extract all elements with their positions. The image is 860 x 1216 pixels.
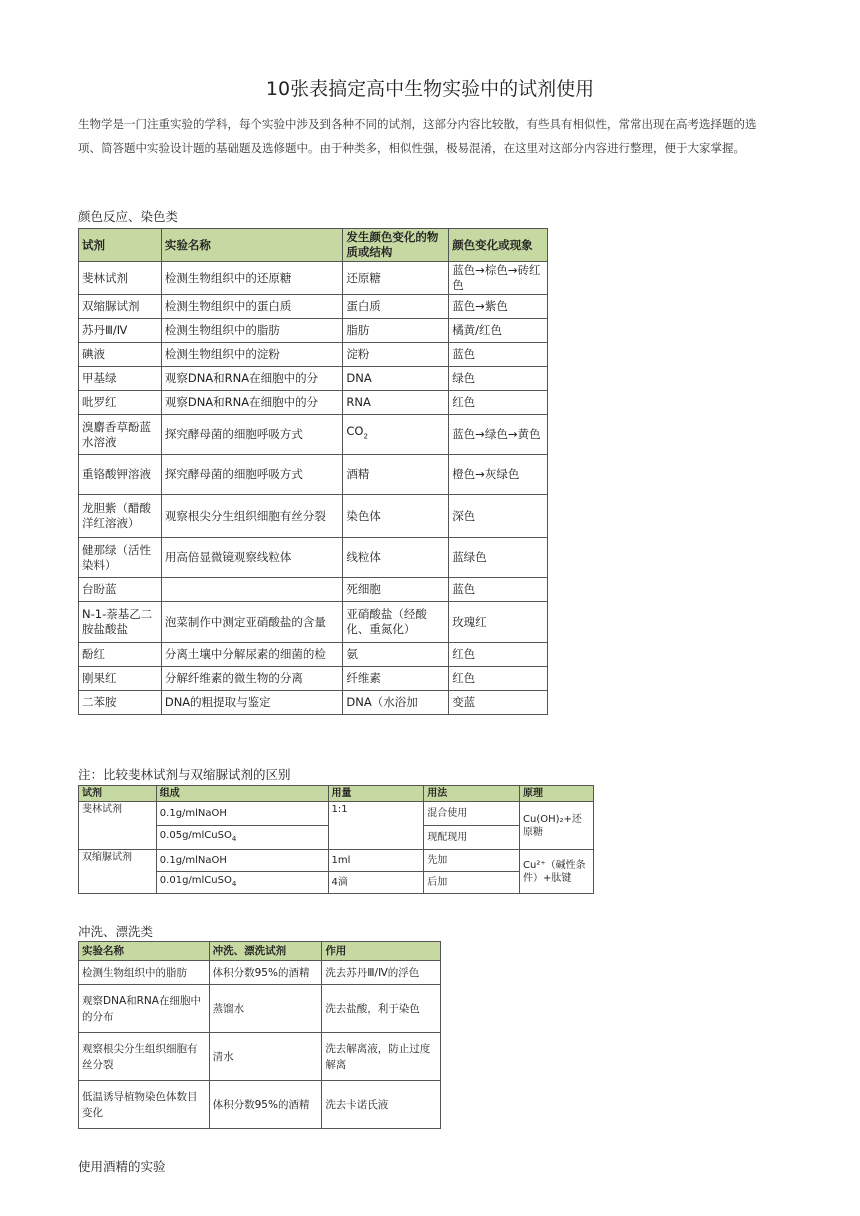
substance-cell: 氨 <box>343 643 449 667</box>
header-cell: 作用 <box>322 942 441 961</box>
color-change-cell: 绿色 <box>449 367 548 391</box>
header-cell: 发生颜色变化的物质或结构 <box>343 229 449 262</box>
color-reaction-table <box>78 228 548 715</box>
table-row <box>79 391 548 415</box>
experiment-cell: 检测生物组织中的脂肪 <box>79 961 210 985</box>
substance-cell: 蛋白质 <box>343 295 449 319</box>
substance-cell: 亚硝酸盐（经酸化、重氮化） <box>343 602 449 643</box>
reagent-name-cell: 双缩脲试剂 <box>79 850 157 894</box>
reagent-cell: 龙胆紫（醋酸洋红溶液） <box>79 495 162 538</box>
experiment-cell: 探究酵母菌的细胞呼吸方式 <box>161 455 343 495</box>
principle-cell: Cu(OH)₂+还原糖 <box>520 802 594 850</box>
reagent-cell: 双缩脲试剂 <box>79 295 162 319</box>
table-row <box>79 1033 441 1081</box>
experiment-cell: 低温诱导植物染色体数目变化 <box>79 1081 210 1129</box>
substance-cell: 死细胞 <box>343 578 449 602</box>
formula-text: CO <box>346 424 364 439</box>
header-cell: 试剂 <box>79 786 157 802</box>
reagent-cell: 吡罗红 <box>79 391 162 415</box>
usage-cell: 混合使用 <box>424 802 520 826</box>
table-row <box>79 961 441 985</box>
color-section-heading: 颜色反应、染色类 <box>78 209 179 224</box>
substance-cell: 线粒体 <box>343 538 449 578</box>
purpose-cell: 洗去苏丹Ⅲ/Ⅳ的浮色 <box>322 961 441 985</box>
table-row <box>79 578 548 602</box>
color-change-cell: 蓝色→绿色→黄色 <box>449 415 548 455</box>
experiment-cell: 观察根尖分生组织细胞有丝分裂 <box>79 1033 210 1081</box>
table-row <box>79 850 594 872</box>
header-cell: 用量 <box>328 786 424 802</box>
header-cell: 实验名称 <box>161 229 343 262</box>
reagent-cell: N-1-萘基乙二胺盐酸盐 <box>79 602 162 643</box>
color-change-cell: 蓝色→紫色 <box>449 295 548 319</box>
table-row <box>79 538 548 578</box>
table-row <box>79 367 548 391</box>
experiment-cell: DNA的粗提取与鉴定 <box>161 691 343 715</box>
header-cell: 试剂 <box>79 229 162 262</box>
substance-cell: DNA（水浴加 <box>343 691 449 715</box>
purpose-cell: 洗去解离液，防止过度解离 <box>322 1033 441 1081</box>
rinse-reagent-cell: 清水 <box>209 1033 322 1081</box>
note-section-heading: 注：比较斐林试剂与双缩脲试剂的区别 <box>78 767 291 782</box>
experiment-cell: 用高倍显微镜观察线粒体 <box>161 538 343 578</box>
experiment-cell: 分解纤维素的微生物的分离 <box>161 667 343 691</box>
experiment-cell <box>161 578 343 602</box>
table-row <box>79 319 548 343</box>
alcohol-section-heading: 使用酒精的实验 <box>78 1159 166 1174</box>
reagent-cell: 酚红 <box>79 643 162 667</box>
substance-cell: 染色体 <box>343 495 449 538</box>
experiment-cell: 检测生物组织中的还原糖 <box>161 262 343 295</box>
purpose-cell: 洗去卡诺氏液 <box>322 1081 441 1129</box>
reagent-cell: 健那绿（活性染料） <box>79 538 162 578</box>
substance-cell: DNA <box>343 367 449 391</box>
experiment-cell: 检测生物组织中的淀粉 <box>161 343 343 367</box>
wash-table-body <box>79 961 441 1129</box>
table-row <box>79 415 548 455</box>
page-title: 10张表搞定高中生物实验中的试剂使用 <box>265 78 595 100</box>
usage-cell: 先加 <box>424 850 520 872</box>
header-cell: 用法 <box>424 786 520 802</box>
header-cell: 冲洗、漂洗试剂 <box>209 942 322 961</box>
table-row <box>79 872 594 894</box>
wash-section-heading: 冲洗、漂洗类 <box>78 924 154 939</box>
color-change-cell: 蓝色 <box>449 578 548 602</box>
intro-paragraph: 生物学是一门注重实验的学科，每个实验中涉及到各种不同的试剂，这部分内容比较散，有些具有相似性，常常出现在高考选择题的选项、简答题中实验设计题的基础题及选修题中。由于种类多，相似性强，极易混淆，在这里对这部分内容进行整理，便于大家掌握。 <box>78 117 757 155</box>
experiment-cell: 观察DNA和RNA在细胞中的分 <box>161 391 343 415</box>
substance-cell: 脂肪 <box>343 319 449 343</box>
table-row <box>79 1081 441 1129</box>
color-change-cell: 深色 <box>449 495 548 538</box>
dosage-cell: 1:1 <box>328 802 424 850</box>
color-change-cell: 红色 <box>449 643 548 667</box>
experiment-cell: 检测生物组织中的脂肪 <box>161 319 343 343</box>
composition-cell <box>156 826 328 850</box>
reagent-cell: 甲基绿 <box>79 367 162 391</box>
composition-text: 0.01g/mlCuSO <box>159 875 232 886</box>
composition-cell <box>156 872 328 894</box>
dosage-cell: 4滴 <box>328 872 424 894</box>
usage-cell: 后加 <box>424 872 520 894</box>
table-row <box>79 602 548 643</box>
color-change-cell: 红色 <box>449 391 548 415</box>
table-header-row <box>79 786 594 802</box>
reagent-cell: 台盼蓝 <box>79 578 162 602</box>
substance-cell: 淀粉 <box>343 343 449 367</box>
header-cell: 组成 <box>156 786 328 802</box>
rinse-reagent-cell: 蒸馏水 <box>209 985 322 1033</box>
substance-cell <box>343 415 449 455</box>
color-change-cell: 变蓝 <box>449 691 548 715</box>
reagent-comparison-table <box>78 785 594 894</box>
experiment-cell: 检测生物组织中的蛋白质 <box>161 295 343 319</box>
substance-cell: 还原糖 <box>343 262 449 295</box>
subscript: 4 <box>231 835 237 843</box>
color-change-cell: 蓝色→棕色→砖红色 <box>449 262 548 295</box>
experiment-cell: 泡菜制作中测定亚硝酸盐的含量 <box>161 602 343 643</box>
reagent-cell: 斐林试剂 <box>79 262 162 295</box>
composition-cell: 0.1g/mlNaOH <box>156 850 328 872</box>
table-row <box>79 643 548 667</box>
table-header-row <box>79 942 441 961</box>
washing-table <box>78 941 441 1129</box>
color-change-cell: 蓝色 <box>449 343 548 367</box>
subscript: 4 <box>231 880 237 888</box>
experiment-cell: 观察DNA和RNA在细胞中的分 <box>161 367 343 391</box>
reagent-cell: 碘液 <box>79 343 162 367</box>
table-row <box>79 667 548 691</box>
dosage-cell: 1ml <box>328 850 424 872</box>
reagent-cell: 重铬酸钾溶液 <box>79 455 162 495</box>
experiment-cell: 分离土壤中分解尿素的细菌的检 <box>161 643 343 667</box>
table-row <box>79 343 548 367</box>
color-change-cell: 橙色→灰绿色 <box>449 455 548 495</box>
header-cell: 实验名称 <box>79 942 210 961</box>
purpose-cell: 洗去盐酸，利于染色 <box>322 985 441 1033</box>
reagent-cell: 刚果红 <box>79 667 162 691</box>
reagent-cell: 溴麝香草酚蓝水溶液 <box>79 415 162 455</box>
color-change-cell: 玫瑰红 <box>449 602 548 643</box>
reagent-cell: 苏丹Ⅲ/Ⅳ <box>79 319 162 343</box>
rinse-reagent-cell: 体积分数95%的酒精 <box>209 961 322 985</box>
usage-cell: 现配现用 <box>424 826 520 850</box>
table-row <box>79 262 548 295</box>
composition-text: 0.05g/mlCuSO <box>159 830 232 841</box>
color-table-body <box>79 262 548 715</box>
experiment-cell: 探究酵母菌的细胞呼吸方式 <box>161 415 343 455</box>
table-row <box>79 985 441 1033</box>
experiment-cell: 观察DNA和RNA在细胞中的分布 <box>79 985 210 1033</box>
header-cell: 颜色变化或现象 <box>449 229 548 262</box>
substance-cell: 纤维素 <box>343 667 449 691</box>
table-row <box>79 495 548 538</box>
table-header-row <box>79 229 548 262</box>
table-row <box>79 455 548 495</box>
rinse-reagent-cell: 体积分数95%的酒精 <box>209 1081 322 1129</box>
header-cell: 原理 <box>520 786 594 802</box>
table-row <box>79 295 548 319</box>
substance-cell: 酒精 <box>343 455 449 495</box>
reagent-name-cell: 斐林试剂 <box>79 802 157 850</box>
color-change-cell: 红色 <box>449 667 548 691</box>
substance-cell: RNA <box>343 391 449 415</box>
reagent-cell: 二苯胺 <box>79 691 162 715</box>
color-change-cell: 蓝绿色 <box>449 538 548 578</box>
subscript: 2 <box>363 432 368 441</box>
composition-cell: 0.1g/mlNaOH <box>156 802 328 826</box>
table-row <box>79 802 594 826</box>
principle-cell: Cu²⁺（碱性条件）+肽键 <box>520 850 594 894</box>
table-row <box>79 691 548 715</box>
color-change-cell: 橘黄/红色 <box>449 319 548 343</box>
experiment-cell: 观察根尖分生组织细胞有丝分裂 <box>161 495 343 538</box>
